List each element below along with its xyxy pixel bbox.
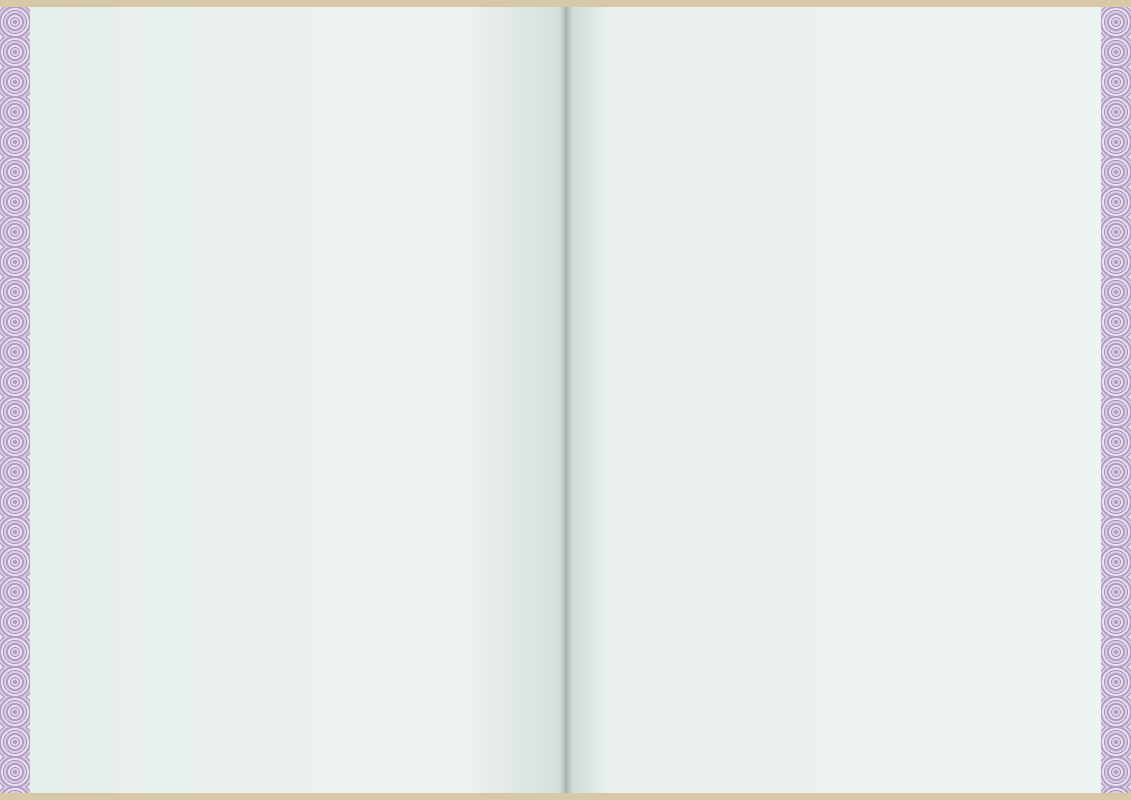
header-record-number [36, 60, 54, 186]
